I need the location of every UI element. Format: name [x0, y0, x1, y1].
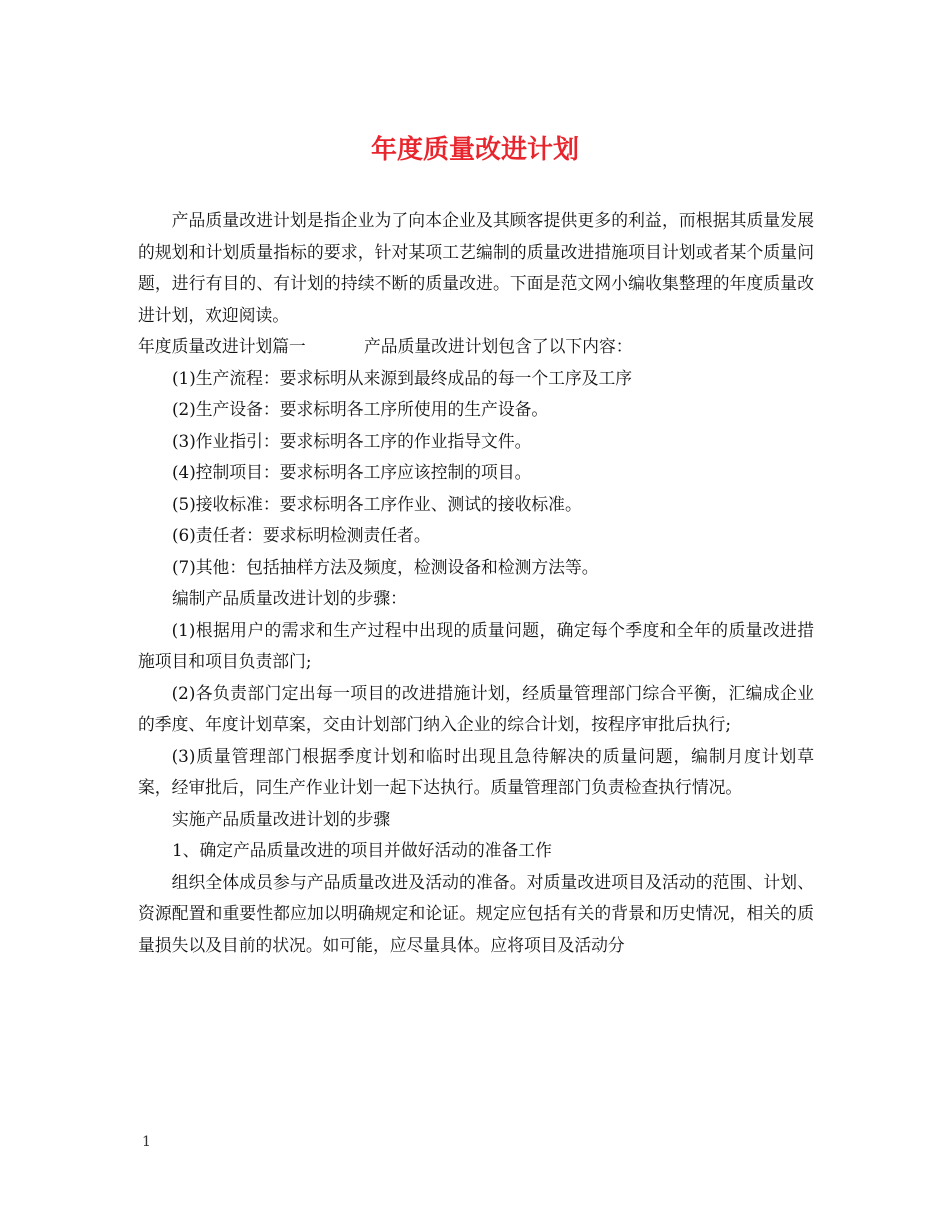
content-item: (1)生产流程：要求标明从来源到最终成品的每一个工序及工序: [172, 367, 633, 388]
document-body: [138, 205, 814, 961]
content-item: (2)生产设备：要求标明各工序所使用的生产设备。: [172, 399, 549, 419]
page-title: 年度质量改进计划: [370, 135, 579, 165]
content-item: (7)其他：包括抽样方法及频度，检测设备和检测方法等。: [172, 556, 599, 577]
section-intro: 产品质量改进计划包含了以下内容：: [364, 336, 633, 356]
implement-paragraph: 组织全体成员参与产品质量改进及活动的准备。对质量改进项目及活动的范围、计划、资源配置和重要性都应加以明确规定和论证。规定应包括有关的背景和历史情况，相关的质量损失以及目前的状况。如可能，应尽量具体。应将项目及活动分: [138, 871, 814, 955]
steps-heading: 编制产品质量改进计划的步骤：: [172, 588, 407, 608]
section-label: 年度质量改进计划篇一: [138, 336, 306, 356]
page-number: 1: [142, 1134, 151, 1150]
content-item: (4)控制项目：要求标明各工序应该控制的项目。: [172, 462, 532, 482]
implement-heading: 实施产品质量改进计划的步骤: [172, 808, 391, 829]
implement-step: 1、确定产品质量改进的项目并做好活动的准备工作: [172, 840, 552, 860]
step-paragraph: (3)质量管理部门根据季度计划和临时出现且急待解决的质量问题，编制月度计划草案，经审批后，同生产作业计划一起下达执行。质量管理部门负责检查执行情况。: [138, 745, 814, 797]
content-item: (3)作业指引：要求标明各工序的作业指导文件。: [172, 430, 532, 451]
content-item: (6)责任者：要求标明检测责任者。: [172, 525, 431, 545]
content-item: (5)接收标准：要求标明各工序作业、测试的接收标准。: [172, 493, 582, 514]
step-paragraph: (1)根据用户的需求和生产过程中出现的质量问题，确定每个季度和全年的质量改进措施项目和项目负责部门;: [138, 619, 814, 671]
step-paragraph: (2)各负责部门定出每一项目的改进措施计划，经质量管理部门综合平衡，汇编成企业的季度、年度计划草案，交由计划部门纳入企业的综合计划，按程序审批后执行;: [138, 682, 814, 734]
section-line: [138, 331, 814, 363]
intro-paragraph: 产品质量改进计划是指企业为了向本企业及其顾客提供更多的利益，而根据其质量发展的规划和计划质量指标的要求，针对某项工艺编制的质量改进措施项目计划或者某个质量问题，进行有目的、有计划的持续不断的质量改进。下面是范文网小编收集整理的年度质量改进计划，欢迎阅读。: [138, 210, 814, 325]
